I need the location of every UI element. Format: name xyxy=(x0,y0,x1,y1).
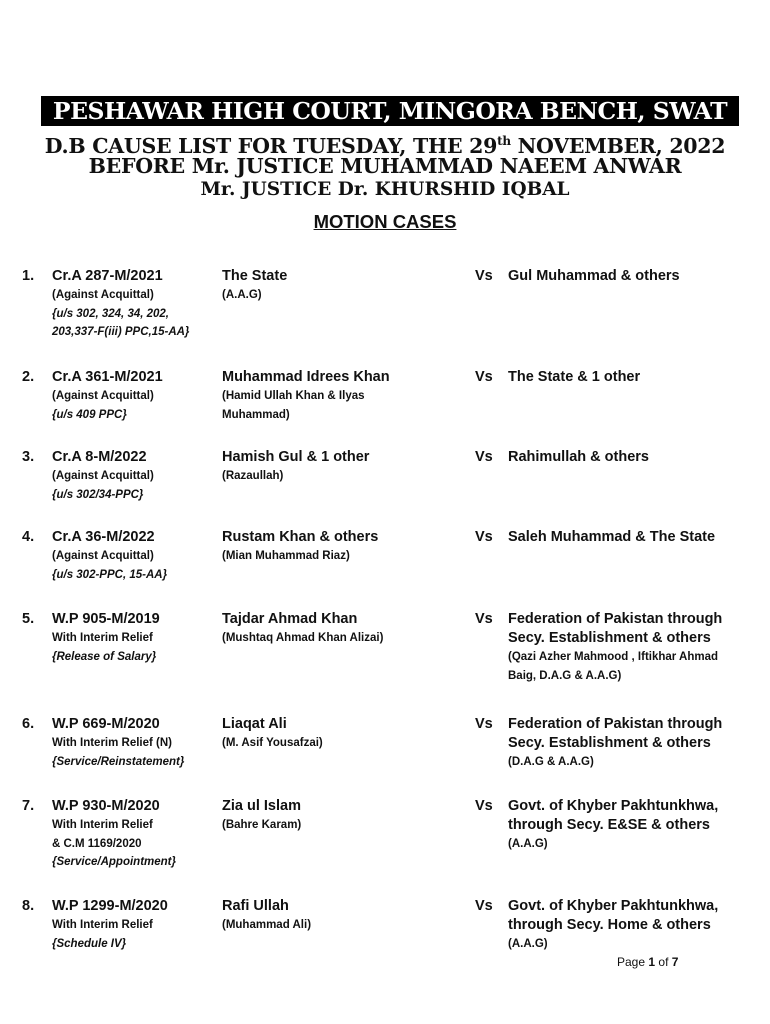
case-no: W.P 1299-M/2020 xyxy=(52,898,168,914)
respondent-name: Rahimullah & others xyxy=(508,449,649,465)
case-info xyxy=(52,528,220,584)
respondent-counsel: (A.A.G) xyxy=(508,838,548,850)
case-info xyxy=(52,448,220,504)
case-detail: With Interim Relief xyxy=(52,632,153,644)
respondent-info xyxy=(508,797,758,854)
case-info xyxy=(52,897,220,953)
respondent-info xyxy=(508,448,758,467)
petitioner-counsel: Muhammad) xyxy=(222,408,290,421)
petitioner-counsel: (Muhammad Ali) xyxy=(222,919,312,931)
versus-label: Vs xyxy=(475,268,493,284)
versus-label: Vs xyxy=(475,369,493,385)
respondent-counsel: Baig, D.A.G & A.A.G) xyxy=(508,669,622,682)
respondent-name: Secy. Establishment & others xyxy=(508,735,711,751)
respondent-info xyxy=(508,610,758,685)
petitioner-name: Rustam Khan & others xyxy=(222,529,379,545)
petitioner-name: Liaqat Ali xyxy=(222,716,287,732)
respondent-name: The State & 1 other xyxy=(508,369,641,385)
respondent-name: Federation of Pakistan through xyxy=(508,716,723,732)
cause-line-date: NOVEMBER, 2022 xyxy=(510,133,726,158)
respondent-name: Federation of Pakistan through xyxy=(508,611,723,627)
respondent-info xyxy=(508,715,758,772)
petitioner-counsel: (Hamid Ullah Khan & Ilyas xyxy=(222,390,365,402)
petitioner-name: Zia ul Islam xyxy=(222,798,301,814)
petitioner-counsel: (Bahre Karam) xyxy=(222,819,302,831)
respondent-name: Govt. of Khyber Pakhtunkhwa, xyxy=(508,898,719,914)
case-sections: 203,337-F(iii) PPC,15-AA} xyxy=(52,326,190,338)
respondent-name: Saleh Muhammad & The State xyxy=(508,529,716,545)
page-number xyxy=(617,955,678,969)
case-no: Cr.A 36-M/2022 xyxy=(52,529,155,545)
petitioner-counsel: (Razaullah) xyxy=(222,470,284,482)
petitioner-name: Rafi Ullah xyxy=(222,898,289,914)
case-detail: (Against Acquittal) xyxy=(52,289,154,301)
petitioner-info xyxy=(222,368,472,424)
case-info xyxy=(52,715,220,771)
petitioner-name: Hamish Gul & 1 other xyxy=(222,449,370,465)
page-label: Page xyxy=(617,955,646,969)
respondent-counsel: (Qazi Azher Mahmood , Iftikhar Ahmad xyxy=(508,651,718,663)
case-detail: (Against Acquittal) xyxy=(52,390,154,402)
respondent-name: through Secy. E&SE & others xyxy=(508,817,710,833)
respondent-counsel: (D.A.G & A.A.G) xyxy=(508,756,594,768)
petitioner-name: Muhammad Idrees Khan xyxy=(222,369,390,385)
bench-line-1: BEFORE Mr. JUSTICE MUHAMMAD NAEEM ANWAR xyxy=(88,154,682,178)
case-info xyxy=(52,797,220,872)
cause-line-text: D.B CAUSE LIST FOR TUESDAY, THE 29 xyxy=(44,133,498,158)
case-sections: {u/s 302-PPC, 15-AA} xyxy=(52,568,168,581)
bench-line-2: Mr. JUSTICE Dr. KHURSHID IQBAL xyxy=(200,179,570,200)
petitioner-name: The State xyxy=(222,268,288,284)
page-current: 1 xyxy=(648,955,656,969)
petitioner-info xyxy=(222,797,472,835)
case-sections: {u/s 302, 324, 34, 202, xyxy=(52,307,170,320)
versus-label: Vs xyxy=(475,716,493,732)
versus-label: Vs xyxy=(475,529,493,545)
respondent-name: through Secy. Home & others xyxy=(508,917,711,933)
petitioner-info xyxy=(222,715,472,753)
respondent-counsel: (A.A.G) xyxy=(508,938,548,950)
page-total: 7 xyxy=(671,955,679,969)
versus-label: Vs xyxy=(475,898,493,914)
case-number: 8. xyxy=(22,898,35,914)
case-no: Cr.A 8-M/2022 xyxy=(52,449,147,465)
case-number: 2. xyxy=(22,369,35,385)
case-info xyxy=(52,267,220,342)
case-detail: With Interim Relief (N) xyxy=(52,737,173,749)
case-number: 6. xyxy=(22,716,35,732)
petitioner-counsel: (Mushtaq Ahmad Khan Alizai) xyxy=(222,632,384,644)
case-sections: {u/s 409 PPC} xyxy=(52,408,127,421)
versus-label: Vs xyxy=(475,798,493,814)
respondent-name: Gul Muhammad & others xyxy=(508,268,680,284)
court-title: PESHAWAR HIGH COURT, MINGORA BENCH, SWAT xyxy=(41,96,739,126)
case-detail: (Against Acquittal) xyxy=(52,550,154,562)
case-sections: {Schedule IV} xyxy=(52,937,127,950)
case-no: Cr.A 287-M/2021 xyxy=(52,268,163,284)
case-no: W.P 905-M/2019 xyxy=(52,611,160,627)
case-number: 1. xyxy=(22,268,35,284)
petitioner-info xyxy=(222,610,472,648)
respondent-info xyxy=(508,897,758,954)
petitioner-info xyxy=(222,267,472,305)
case-no: W.P 930-M/2020 xyxy=(52,798,160,814)
case-sections: {Service/Reinstatement} xyxy=(52,755,185,768)
case-no: Cr.A 361-M/2021 xyxy=(52,369,163,385)
case-number: 5. xyxy=(22,611,35,627)
respondent-name: Secy. Establishment & others xyxy=(508,630,711,646)
respondent-info xyxy=(508,528,758,547)
petitioner-info xyxy=(222,897,472,935)
case-detail: (Against Acquittal) xyxy=(52,470,154,482)
versus-label: Vs xyxy=(475,449,493,465)
case-detail: With Interim Relief xyxy=(52,919,153,931)
section-title: MOTION CASES xyxy=(313,211,457,232)
petitioner-info xyxy=(222,448,472,486)
case-info xyxy=(52,610,220,666)
case-info xyxy=(52,368,220,424)
case-detail: With Interim Relief xyxy=(52,819,153,831)
petitioner-counsel: (Mian Muhammad Riaz) xyxy=(222,550,350,562)
date-ordinal-suffix: th xyxy=(497,134,511,148)
versus-label: Vs xyxy=(475,611,493,627)
case-number: 3. xyxy=(22,449,35,465)
case-sections: {Service/Appointment} xyxy=(52,856,176,868)
respondent-info xyxy=(508,267,758,286)
case-number: 7. xyxy=(22,798,35,814)
case-sections: {Release of Salary} xyxy=(52,650,157,663)
case-sections: {u/s 302/34-PPC} xyxy=(52,488,144,501)
respondent-name: Govt. of Khyber Pakhtunkhwa, xyxy=(508,798,719,814)
case-detail: & C.M 1169/2020 xyxy=(52,837,142,850)
case-number: 4. xyxy=(22,529,35,545)
page-of: of xyxy=(658,955,669,969)
petitioner-counsel: (M. Asif Yousafzai) xyxy=(222,737,323,749)
petitioner-info xyxy=(222,528,472,566)
petitioner-counsel: (A.A.G) xyxy=(222,289,262,301)
petitioner-name: Tajdar Ahmad Khan xyxy=(222,611,358,627)
case-no: W.P 669-M/2020 xyxy=(52,716,160,732)
respondent-info xyxy=(508,368,758,387)
